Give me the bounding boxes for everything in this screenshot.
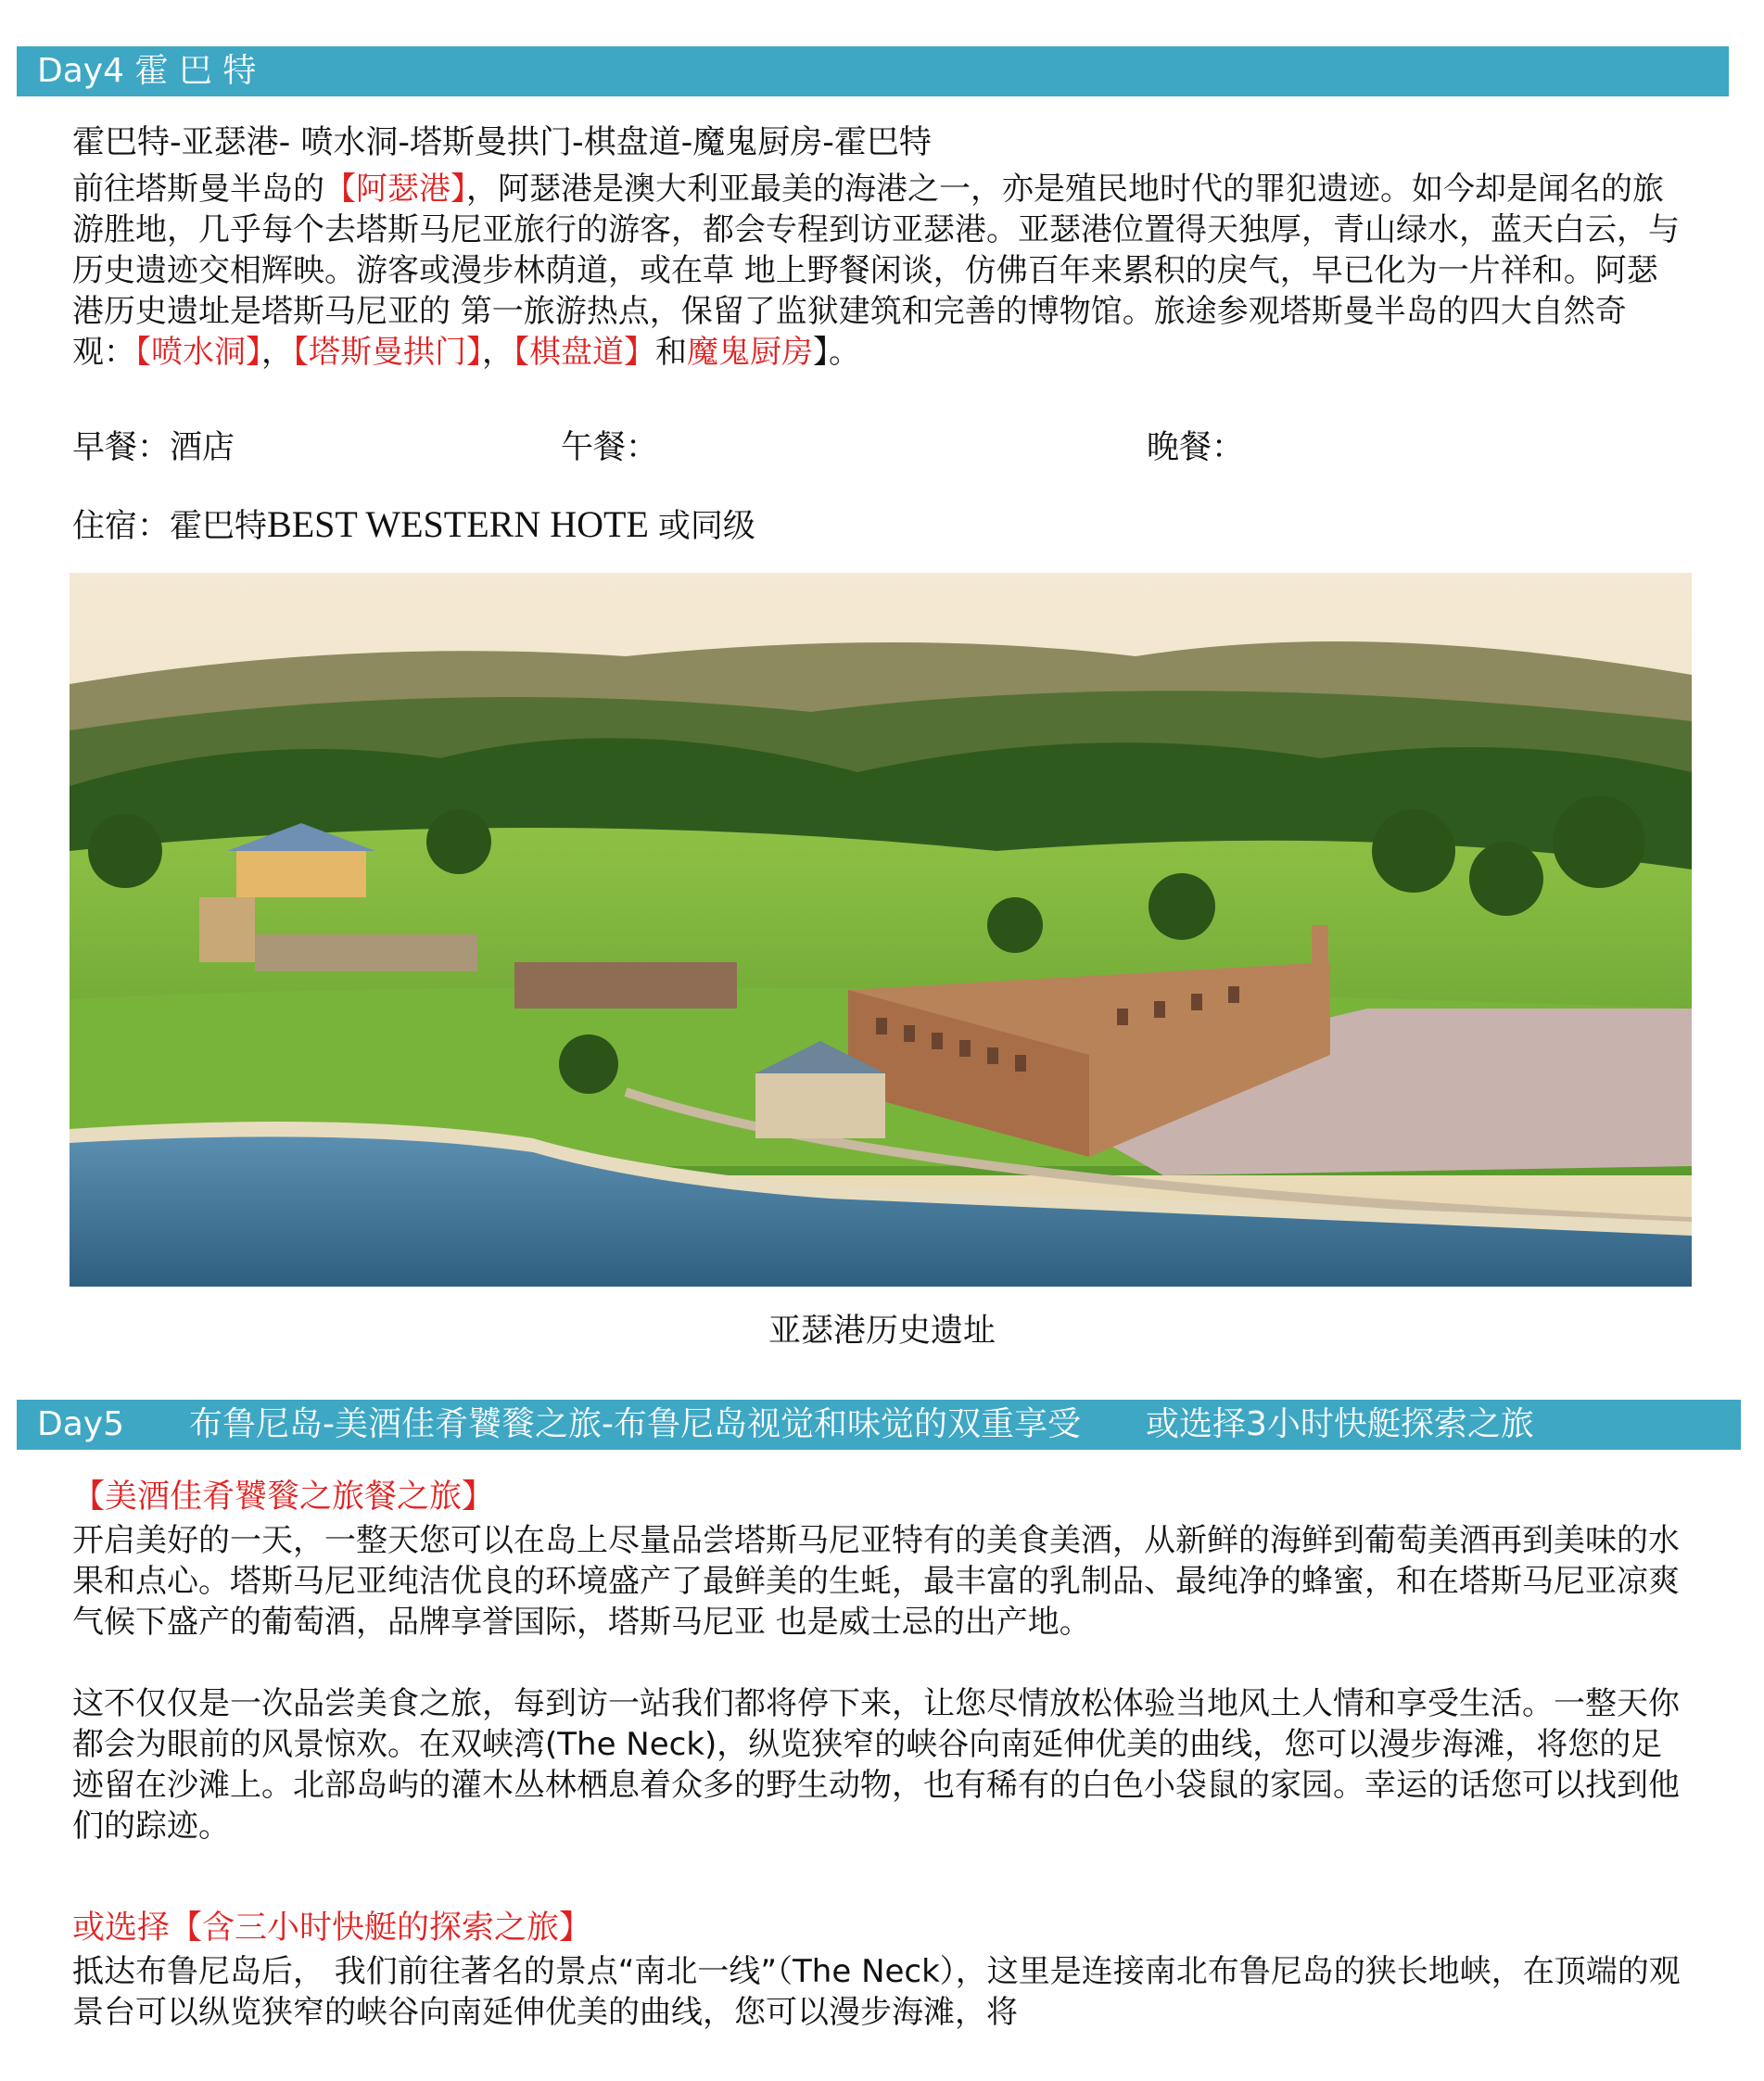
accommodation	[72, 501, 1685, 547]
section1-heading: 【美酒佳肴饕餮之旅餐之旅】	[72, 1478, 495, 1516]
highlight-tasman-arch: 【塔斯曼拱门】	[293, 334, 482, 371]
meal-dinner: 晚餐：	[1147, 429, 1245, 466]
day5-title: 布鲁尼岛-美酒佳肴饕餮之旅-布鲁尼岛视觉和味觉的双重享受	[189, 1405, 1081, 1443]
separator: ，	[482, 334, 514, 371]
day5-label: Day5	[37, 1405, 124, 1443]
closing: 】。	[813, 334, 860, 371]
highlight-tessellated-pavement: 【棋盘道】	[514, 334, 655, 371]
conjunction: 和	[655, 334, 687, 371]
day5-option: 或选择3小时快艇探索之旅	[1145, 1405, 1534, 1443]
day4-label: Day4	[37, 52, 124, 90]
port-arthur-photo	[70, 573, 1692, 1287]
day4-intro	[72, 169, 1685, 373]
meal-lunch: 午餐：	[561, 429, 659, 466]
highlight-devils-kitchen: 魔鬼厨房	[687, 334, 813, 371]
day4-route: 霍巴特-亚瑟港- 喷水洞-塔斯曼拱门-棋盘道-魔鬼厨房-霍巴特	[72, 124, 932, 161]
stay-label: 住宿：霍巴特	[72, 508, 268, 545]
highlight-blowhole: 【喷水洞】	[135, 334, 261, 371]
section1-paragraph-2: 这不仅仅是一次品尝美食之旅，每到访一站我们都将停下来，让您尽情放松体验当地风土人情和享受生活。一整天你都会为眼前的风景惊欢。在双峡湾(The Neck)，纵览狭窄的峡谷向南延伸优美的曲线，您可以漫步海滩，将您的足迹留在沙滩上。北部岛屿的灌木丛林栖息着众多的野生动物，也有稀有的白色小袋鼠的家园。幸运的话您可以找到他们的踪迹。	[72, 1685, 1680, 1845]
day5-banner	[17, 1400, 1741, 1450]
photo-caption: 亚瑟港历史遗址	[768, 1313, 996, 1350]
meal-breakfast: 早餐：酒店	[72, 429, 235, 466]
day4-title: 霍 巴 特	[134, 52, 257, 90]
separator: ，	[261, 334, 293, 371]
section2-paragraph-1: 抵达布鲁尼岛后， 我们前往著名的景点“南北一线”（The Neck），这里是连接南北布鲁尼岛的狭长地峡，在顶端的观景台可以纵览狭窄的峡谷向南延伸优美的曲线，您可以漫步海滩，将	[72, 1953, 1681, 2031]
stay-suffix: 或同级	[657, 508, 755, 545]
highlight-port-arthur: 【阿瑟港】	[324, 171, 466, 208]
day4-banner	[17, 46, 1729, 96]
section1-paragraph-1: 开启美好的一天，一整天您可以在岛上尽量品尝塔斯马尼亚特有的美食美酒，从新鲜的海鲜到葡萄美酒再到美味的水果和点心。塔斯马尼亚纯洁优良的环境盛产了最鲜美的生蚝，最丰富的乳制品、最纯净的蜂蜜，和在塔斯马尼亚凉爽气候下盛产的葡萄酒，品牌享誉国际，塔斯马尼亚 也是威士忌的出产地。	[72, 1522, 1680, 1641]
intro-text-1: 前往塔斯曼半岛的	[72, 171, 324, 208]
hotel-name: BEST WESTERN HOTE	[267, 503, 649, 545]
intro-text-2: ，阿瑟港是澳大利亚最美的海港之一，亦是殖民地时代的罪犯遗迹。如今却是闻名的旅游胜地，几乎每个去塔斯马尼亚旅行的游客，都会专程到访亚瑟港。亚瑟港位置得天独厚，青山绿水，蓝天白云，与历史遗迹交相辉映。游客或漫步林荫道，或在草 地上野餐闲谈，仿佛百年来累积的戾气，早已化为一片祥和。阿瑟港历史遗址是塔斯马尼亚的 第一旅游热点，保留了监狱建筑和完善的博物馆。旅途参观塔斯曼半岛的四大自然奇观：	[72, 171, 1680, 371]
section2-heading: 或选择【含三小时快艇的探索之旅】	[72, 1910, 592, 1947]
